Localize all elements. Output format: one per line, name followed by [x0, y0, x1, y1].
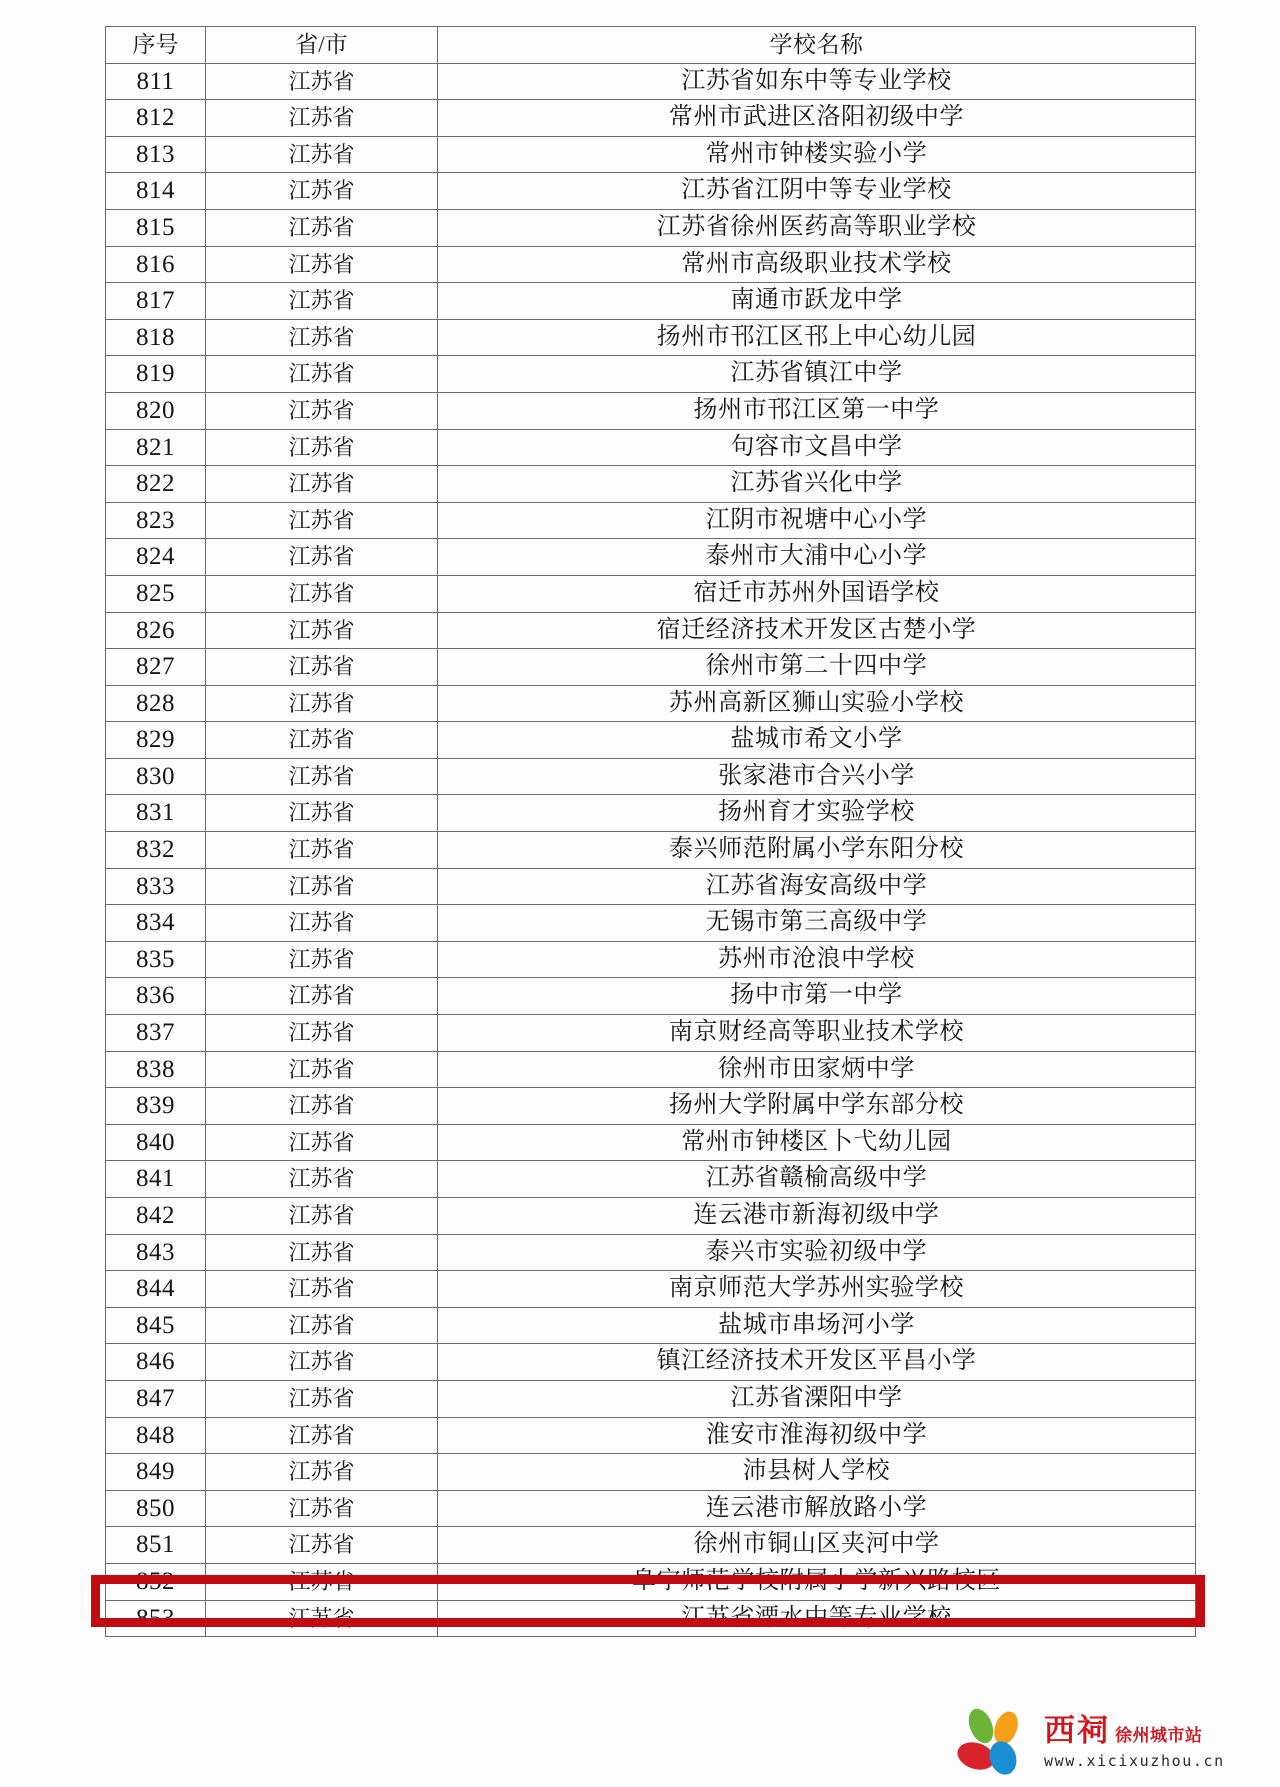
watermark-url: www.xicixuzhou.cn — [1044, 1752, 1225, 1770]
cell-province: 江苏省 — [206, 539, 438, 576]
cell-province: 江苏省 — [206, 868, 438, 905]
cell-school-name: 徐州市铜山区夹河中学 — [438, 1527, 1196, 1564]
cell-province: 江苏省 — [206, 612, 438, 649]
cell-sequence: 851 — [106, 1527, 206, 1564]
table-row — [106, 356, 1196, 393]
cell-province: 江苏省 — [206, 100, 438, 137]
table-row — [106, 209, 1196, 246]
cell-province: 江苏省 — [206, 246, 438, 283]
table-row — [106, 1234, 1196, 1271]
table-row — [106, 941, 1196, 978]
cell-sequence: 840 — [106, 1124, 206, 1161]
table-row — [106, 1600, 1196, 1637]
cell-school-name: 句容市文昌中学 — [438, 429, 1196, 466]
table-row-highlighted — [106, 1454, 1196, 1491]
cell-school-name: 常州市高级职业技术学校 — [438, 246, 1196, 283]
cell-sequence: 817 — [106, 283, 206, 320]
cell-sequence: 818 — [106, 319, 206, 356]
watermark-text — [1044, 1714, 1280, 1770]
xici-flower-logo-icon — [948, 1706, 1040, 1782]
table-row — [106, 1307, 1196, 1344]
cell-sequence: 838 — [106, 1051, 206, 1088]
table-row — [106, 1198, 1196, 1235]
cell-sequence: 820 — [106, 392, 206, 429]
table-row — [106, 319, 1196, 356]
watermark — [948, 1700, 1280, 1787]
cell-province: 江苏省 — [206, 319, 438, 356]
cell-sequence: 841 — [106, 1161, 206, 1198]
cell-province: 江苏省 — [206, 1088, 438, 1125]
table-row — [106, 1380, 1196, 1417]
cell-province: 江苏省 — [206, 1307, 438, 1344]
cell-school-name: 淮安市淮海初级中学 — [438, 1417, 1196, 1454]
cell-sequence: 822 — [106, 466, 206, 503]
cell-school-name: 泰兴师范附属小学东阳分校 — [438, 832, 1196, 869]
table-row — [106, 100, 1196, 137]
cell-sequence: 834 — [106, 905, 206, 942]
cell-school-name: 江苏省徐州医药高等职业学校 — [438, 209, 1196, 246]
cell-province: 江苏省 — [206, 758, 438, 795]
cell-province: 江苏省 — [206, 941, 438, 978]
table-row — [106, 832, 1196, 869]
table-row — [106, 136, 1196, 173]
cell-province: 江苏省 — [206, 429, 438, 466]
cell-province: 江苏省 — [206, 1454, 438, 1491]
cell-school-name: 连云港市新海初级中学 — [438, 1198, 1196, 1235]
cell-sequence: 837 — [106, 1015, 206, 1052]
table-row — [106, 978, 1196, 1015]
table-row — [106, 1563, 1196, 1600]
cell-sequence: 828 — [106, 685, 206, 722]
cell-school-name: 张家港市合兴小学 — [438, 758, 1196, 795]
cell-school-name: 盐城市希文小学 — [438, 722, 1196, 759]
cell-school-name: 常州市武进区洛阳初级中学 — [438, 100, 1196, 137]
cell-school-name: 沛县树人学校 — [438, 1454, 1196, 1491]
table-row — [106, 392, 1196, 429]
cell-province: 江苏省 — [206, 1600, 438, 1637]
cell-school-name: 宿迁经济技术开发区古楚小学 — [438, 612, 1196, 649]
table-row — [106, 575, 1196, 612]
cell-school-name: 江苏省镇江中学 — [438, 356, 1196, 393]
cell-school-name: 江苏省赣榆高级中学 — [438, 1161, 1196, 1198]
cell-sequence: 844 — [106, 1271, 206, 1308]
table-row — [106, 429, 1196, 466]
table-row — [106, 1088, 1196, 1125]
table-row — [106, 905, 1196, 942]
cell-school-name: 泰兴市实验初级中学 — [438, 1234, 1196, 1271]
table-row — [106, 246, 1196, 283]
cell-sequence: 846 — [106, 1344, 206, 1381]
cell-school-name: 常州市钟楼实验小学 — [438, 136, 1196, 173]
cell-sequence: 830 — [106, 758, 206, 795]
column-header-sequence: 序号 — [106, 27, 206, 64]
table-body — [106, 63, 1196, 1637]
cell-province: 江苏省 — [206, 1490, 438, 1527]
cell-province: 江苏省 — [206, 722, 438, 759]
cell-sequence: 812 — [106, 100, 206, 137]
table-row — [106, 612, 1196, 649]
cell-school-name: 扬州市邗江区邗上中心幼儿园 — [438, 319, 1196, 356]
cell-province: 江苏省 — [206, 1124, 438, 1161]
table-row — [106, 502, 1196, 539]
cell-sequence: 845 — [106, 1307, 206, 1344]
cell-province: 江苏省 — [206, 1234, 438, 1271]
cell-school-name: 江苏省江阴中等专业学校 — [438, 173, 1196, 210]
cell-province: 江苏省 — [206, 978, 438, 1015]
cell-school-name: 江苏省溧水中等专业学校 — [438, 1600, 1196, 1637]
cell-province: 江苏省 — [206, 466, 438, 503]
cell-province: 江苏省 — [206, 905, 438, 942]
cell-sequence: 826 — [106, 612, 206, 649]
cell-school-name: 徐州市第二十四中学 — [438, 649, 1196, 686]
cell-school-name: 常州市钟楼区卜弋幼儿园 — [438, 1124, 1196, 1161]
table-row — [106, 685, 1196, 722]
cell-sequence: 819 — [106, 356, 206, 393]
table-header-row — [106, 27, 1196, 64]
cell-province: 江苏省 — [206, 832, 438, 869]
cell-sequence: 825 — [106, 575, 206, 612]
cell-sequence: 821 — [106, 429, 206, 466]
table-row — [106, 539, 1196, 576]
table-row — [106, 1124, 1196, 1161]
table-row — [106, 758, 1196, 795]
table-row — [106, 1271, 1196, 1308]
cell-province: 江苏省 — [206, 209, 438, 246]
cell-sequence: 835 — [106, 941, 206, 978]
cell-school-name: 扬州市邗江区第一中学 — [438, 392, 1196, 429]
cell-school-name: 徐州市田家炳中学 — [438, 1051, 1196, 1088]
cell-province: 江苏省 — [206, 392, 438, 429]
watermark-title-line — [1044, 1714, 1280, 1749]
cell-school-name: 扬州大学附属中学东部分校 — [438, 1088, 1196, 1125]
table-row — [106, 1490, 1196, 1527]
cell-school-name: 苏州高新区狮山实验小学校 — [438, 685, 1196, 722]
cell-province: 江苏省 — [206, 1161, 438, 1198]
cell-province: 江苏省 — [206, 649, 438, 686]
cell-sequence: 847 — [106, 1380, 206, 1417]
cell-sequence: 836 — [106, 978, 206, 1015]
cell-school-name: 扬中市第一中学 — [438, 978, 1196, 1015]
cell-school-name: 南京师范大学苏州实验学校 — [438, 1271, 1196, 1308]
cell-sequence: 814 — [106, 173, 206, 210]
cell-sequence: 839 — [106, 1088, 206, 1125]
cell-school-name: 无锡市第三高级中学 — [438, 905, 1196, 942]
cell-province: 江苏省 — [206, 63, 438, 100]
table-row — [106, 1015, 1196, 1052]
cell-province: 江苏省 — [206, 1527, 438, 1564]
cell-province: 江苏省 — [206, 173, 438, 210]
cell-sequence: 853 — [106, 1600, 206, 1637]
cell-province: 江苏省 — [206, 1051, 438, 1088]
cell-sequence: 848 — [106, 1417, 206, 1454]
table-row — [106, 868, 1196, 905]
cell-province: 江苏省 — [206, 356, 438, 393]
cell-sequence: 816 — [106, 246, 206, 283]
cell-province: 江苏省 — [206, 575, 438, 612]
cell-school-name: 苏州市沧浪中学校 — [438, 941, 1196, 978]
table-row — [106, 173, 1196, 210]
cell-province: 江苏省 — [206, 1271, 438, 1308]
cell-school-name: 南京财经高等职业技术学校 — [438, 1015, 1196, 1052]
column-header-province: 省/市 — [206, 27, 438, 64]
table-row — [106, 1051, 1196, 1088]
cell-school-name: 江苏省海安高级中学 — [438, 868, 1196, 905]
cell-school-name: 南通市跃龙中学 — [438, 283, 1196, 320]
cell-school-name: 江苏省如东中等专业学校 — [438, 63, 1196, 100]
school-listing-table — [105, 26, 1196, 1637]
cell-province: 江苏省 — [206, 502, 438, 539]
table-row — [106, 283, 1196, 320]
cell-province: 江苏省 — [206, 1417, 438, 1454]
cell-sequence: 824 — [106, 539, 206, 576]
cell-province: 江苏省 — [206, 685, 438, 722]
cell-province: 江苏省 — [206, 1344, 438, 1381]
cell-sequence: 852 — [106, 1563, 206, 1600]
cell-school-name: 连云港市解放路小学 — [438, 1490, 1196, 1527]
cell-province: 江苏省 — [206, 795, 438, 832]
table-row — [106, 795, 1196, 832]
table-row — [106, 1161, 1196, 1198]
cell-sequence: 811 — [106, 63, 206, 100]
cell-sequence: 815 — [106, 209, 206, 246]
watermark-brand: 西祠 — [1044, 1713, 1110, 1749]
column-header-school-name: 学校名称 — [438, 27, 1196, 64]
cell-province: 江苏省 — [206, 1563, 438, 1600]
cell-school-name: 江苏省溧阳中学 — [438, 1380, 1196, 1417]
cell-sequence: 843 — [106, 1234, 206, 1271]
cell-school-name: 泰州市大浦中心小学 — [438, 539, 1196, 576]
cell-sequence: 823 — [106, 502, 206, 539]
cell-school-name: 江阴市祝塘中心小学 — [438, 502, 1196, 539]
cell-sequence: 850 — [106, 1490, 206, 1527]
cell-sequence: 831 — [106, 795, 206, 832]
cell-province: 江苏省 — [206, 136, 438, 173]
cell-sequence: 813 — [106, 136, 206, 173]
watermark-city: 徐州城市站 — [1115, 1726, 1203, 1746]
cell-sequence: 829 — [106, 722, 206, 759]
cell-sequence: 833 — [106, 868, 206, 905]
cell-sequence: 849 — [106, 1454, 206, 1491]
cell-province: 江苏省 — [206, 283, 438, 320]
cell-school-name: 镇江经济技术开发区平昌小学 — [438, 1344, 1196, 1381]
table-row — [106, 649, 1196, 686]
school-listing-table-container — [105, 26, 1195, 1637]
table-row — [106, 1344, 1196, 1381]
cell-school-name: 江苏省兴化中学 — [438, 466, 1196, 503]
cell-sequence: 842 — [106, 1198, 206, 1235]
cell-sequence: 832 — [106, 832, 206, 869]
cell-province: 江苏省 — [206, 1380, 438, 1417]
table-row — [106, 466, 1196, 503]
cell-province: 江苏省 — [206, 1198, 438, 1235]
cell-sequence: 827 — [106, 649, 206, 686]
table-row — [106, 63, 1196, 100]
table-row — [106, 1527, 1196, 1564]
cell-school-name: 盐城市串场河小学 — [438, 1307, 1196, 1344]
cell-province: 江苏省 — [206, 1015, 438, 1052]
cell-school-name: 宿迁市苏州外国语学校 — [438, 575, 1196, 612]
cell-school-name: 阜宁师范学校附属小学新兴路校区 — [438, 1563, 1196, 1600]
table-header — [106, 27, 1196, 64]
table-row — [106, 1417, 1196, 1454]
table-row — [106, 722, 1196, 759]
cell-school-name: 扬州育才实验学校 — [438, 795, 1196, 832]
